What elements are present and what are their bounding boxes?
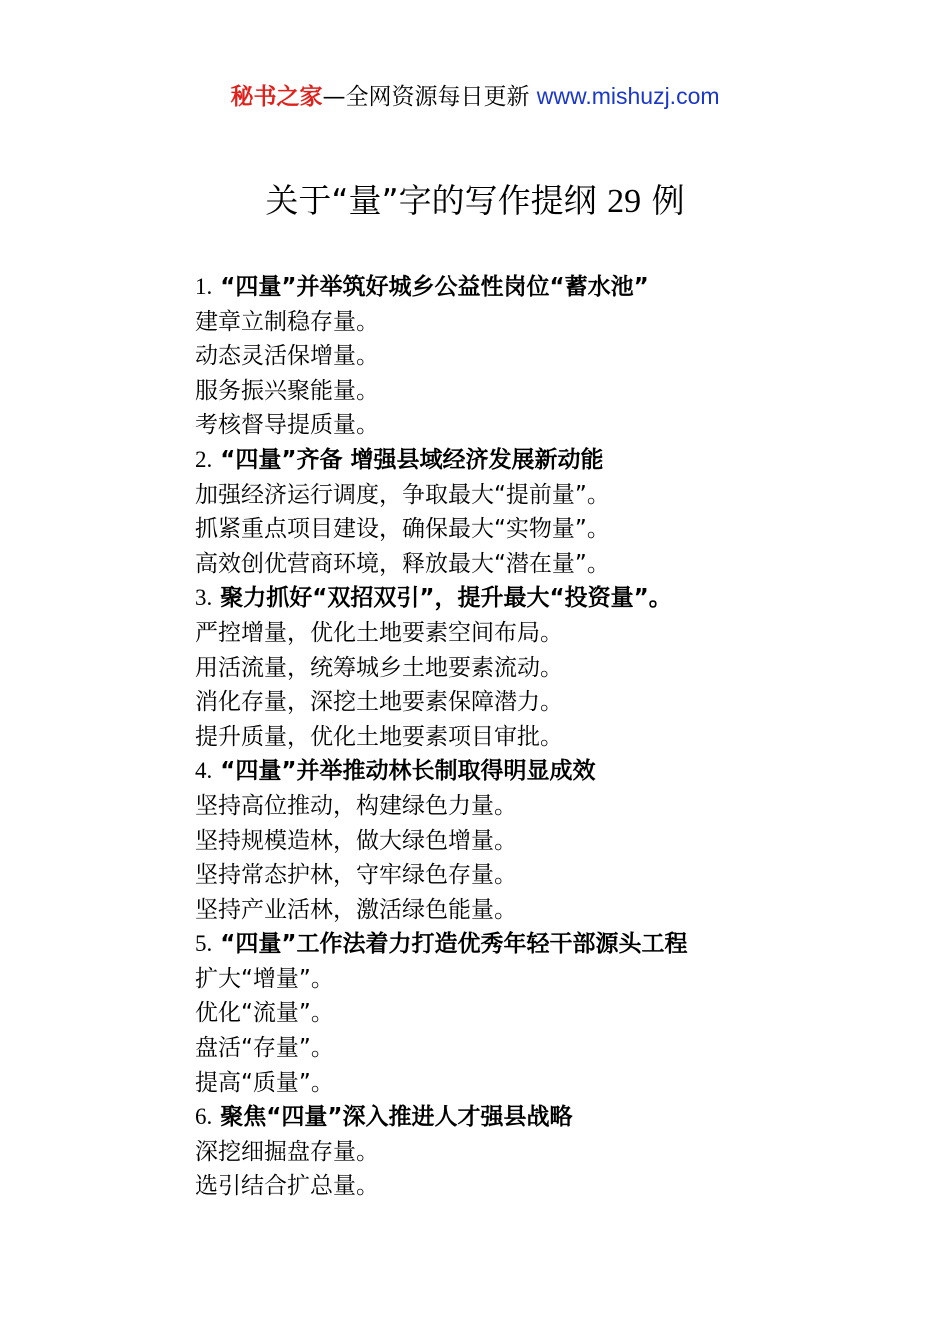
- list-item: 严控增量，优化土地要素空间布局。: [195, 619, 563, 646]
- list-item: 坚持产业活林，激活绿色能量。: [195, 896, 517, 923]
- section-heading: [195, 270, 915, 305]
- list-item: 坚持规模造林，做大绿色增量。: [195, 827, 517, 854]
- brand-name: 秘书之家: [230, 84, 323, 110]
- list-item: 用活流量，统筹城乡土地要素流动。: [195, 654, 563, 681]
- list-item: 考核督导提质量。: [195, 412, 379, 439]
- section-heading-text: 聚力抓好“双招双引”，提升最大“投资量”。: [220, 585, 672, 612]
- title-number: 29: [607, 183, 642, 220]
- list-item: 盘活“存量”。: [195, 1035, 334, 1062]
- list-item: 深挖细掘盘存量。: [195, 1138, 379, 1165]
- title-suffix: 例: [651, 181, 685, 220]
- section-heading: [195, 754, 915, 789]
- list-item: 优化“流量”。: [195, 1000, 334, 1027]
- section-heading-text: “四量”工作法着力打造优秀年轻干部源头工程: [220, 931, 688, 958]
- list-item: 动态灵活保增量。: [195, 343, 379, 370]
- section-heading: [195, 581, 915, 616]
- section-heading-text: 聚焦“四量”深入推进人才强县战略: [220, 1104, 573, 1131]
- list-item: 坚持高位推动，构建绿色力量。: [195, 792, 517, 819]
- section-heading: [195, 443, 915, 478]
- list-item: 选引结合扩总量。: [195, 1173, 379, 1200]
- list-item: 扩大“增量”。: [195, 965, 334, 992]
- section-heading-text: “四量”并举筑好城乡公益性岗位“蓄水池”: [220, 274, 649, 300]
- title-text: 关于“量”字的写作提纲: [265, 181, 597, 220]
- section-heading: [195, 927, 915, 962]
- list-item: 高效创优营商环境，释放最大“潜在量”。: [195, 550, 610, 577]
- section-number: 3.: [195, 585, 213, 611]
- list-item: 服务振兴聚能量。: [195, 377, 379, 404]
- site-header: [0, 78, 950, 115]
- section-number: 6.: [195, 1104, 213, 1130]
- list-item: 提高“质量”。: [195, 1069, 334, 1096]
- section-number: 2.: [195, 446, 213, 472]
- section-heading-text: “四量”并举推动林长制取得明显成效: [220, 758, 596, 785]
- section-number: 1.: [195, 274, 213, 299]
- list-item: 提升质量，优化土地要素项目审批。: [195, 723, 563, 750]
- list-item: 抓紧重点项目建设，确保最大“实物量”。: [195, 516, 610, 543]
- section-heading: [195, 1100, 915, 1135]
- list-item: 加强经济运行调度，争取最大“提前量”。: [195, 481, 610, 508]
- section-heading-text: “四量”齐备 增强县域经济发展新动能: [220, 446, 604, 473]
- list-item: 消化存量，深挖土地要素保障潜力。: [195, 689, 563, 716]
- document-title: [0, 176, 950, 227]
- document-body: [195, 270, 915, 1204]
- list-item: 建章立制稳存量。: [195, 308, 379, 335]
- section-number: 5.: [195, 931, 213, 957]
- site-url-link[interactable]: www.mishuzj.com: [536, 83, 720, 109]
- header-slogan: —全网资源每日更新: [322, 84, 530, 110]
- list-item: 坚持常态护林，守牢绿色存量。: [195, 862, 517, 889]
- section-number: 4.: [195, 758, 213, 784]
